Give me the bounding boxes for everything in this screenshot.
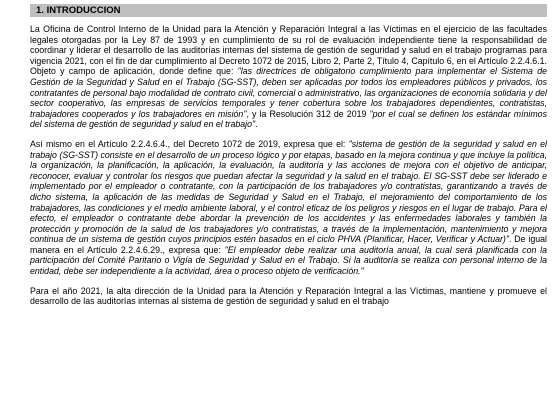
paragraph	[30, 286, 547, 307]
body-text: , y la Resolución 312 de 2019	[246, 108, 370, 119]
paragraph	[30, 139, 547, 277]
quoted-text: "por el cual se definen los estándar mínimos del sistema de gestión de seguridad y salud en el trabajo"	[30, 108, 547, 130]
body-text: La Oficina de Control Interno de la Unidad para la Atención y Reparación Integral a las Víctimas en el ejercicio de las facultades legales otorgadas por la Ley 87 de 1993 y en cumplimiento de su rol de evaluación independiente tiene la responsabilidad de coordinar y liderar el desarrollo de las auditorías internas del sistema de gestión de seguridad y salud en el trabajo programas para vigencia 2021, con el fin de dar cumplimiento al Decreto 1072 de 2015, Libro 2, Parte 2, Título 4, Capítulo 6, en el Artículo 2.2.4.6.1. Objeto y campo de aplicación, donde define que:	[30, 24, 547, 77]
body-text: .	[255, 119, 258, 130]
quoted-text: "las directrices de obligatorio cumplimiento para implementar el Sistema de Gestión de la Seguridad y Salud en el Trabajo (SG-SST), deben ser aplicadas por todos los empleadores públicos y privados, los contratantes de personal bajo modalidad de contrato civil, comercial o administrativo, las organizaciones de economía solidaria y del sector cooperativo, las empresas de servicios temporales y tener cobertura sobre los trabajadores dependientes, contratistas, trabajadores cooperados y los trabajadores en misión"	[30, 66, 547, 119]
body-text: Así mismo en el Artículo 2.2.4.6.4., del Decreto 1072 de 2019, expresa que el:	[30, 138, 349, 149]
body-text: . De igual manera en el Artículo 2.2.4.6.29., expresa que:	[30, 234, 547, 255]
section-title: INTRODUCCION	[46, 5, 121, 16]
section-heading	[30, 4, 547, 17]
document-body	[30, 24, 547, 307]
quoted-text: "sistema de gestión de la seguridad y salud en el trabajo (SG-SST) consiste en el desarrollo de un proceso lógico y por etapas, basado en la mejora continua y que incluye la política, la organización, la planificación, la aplicación, la evaluación, la auditoría y las acciones de mejora con el objetivo de anticipar, reconocer, evaluar y controlar los riesgos que puedan afectar la seguridad y la salud en el trabajo. El SG-SST debe ser liderado e implementado por el empleador o contratante, con la participación de los trabajadores y/o contratistas, garantizando a través de dicho sistema, la aplicación de las medidas de Seguridad y Salud en el Trabajo, el mejoramiento del comportamiento de los trabajadores, las condiciones y el medio ambiente laboral, y el control eficaz de los peligros y riesgos en el lugar de trabajo. Para el efecto, el empleador o contratante debe abordar la prevención de los accidentes y las enfermedades laborales y también la protección y promoción de la salud de los trabajadores y/o contratistas, a través de la implementación, mantenimiento y mejora continua de un sistema de gestión cuyos principios estén basados en el ciclo PHVA (Planificar, Hacer, Verificar y Actuar)"	[30, 138, 547, 245]
section-number: 1.	[36, 5, 44, 16]
body-text: Para el año 2021, la alta dirección de la Unidad para la Atención y Reparación Integral a las Víctimas, mantiene y promueve el desarrollo de las auditorías internas al sistema de gestión de seguridad y salud en el trabajo	[30, 285, 547, 307]
quoted-text: "El empleador debe realizar una auditoría anual, la cual será planificada con la participación del Comité Paritario o Vigía de Seguridad y Salud en el Trabajo. Si la auditoría se realiza con personal interno de la entidad, debe ser independiente a la actividad, área o proceso objeto de verificación."	[30, 244, 547, 277]
paragraph	[30, 24, 547, 130]
